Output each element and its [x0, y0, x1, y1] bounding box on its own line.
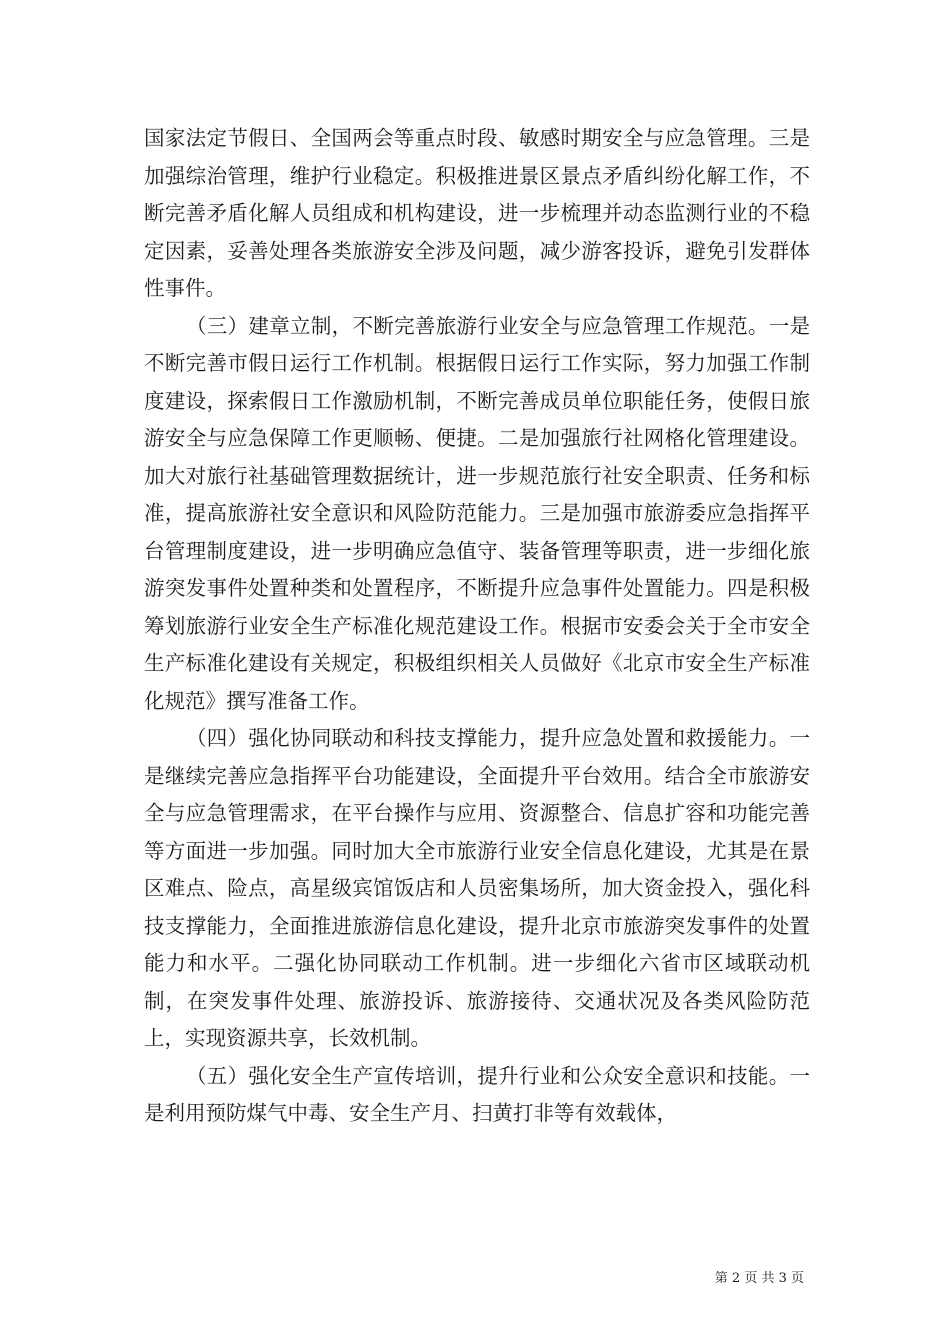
- document-body: [144, 120, 810, 1133]
- paragraph-continuation: 国家法定节假日、全国两会等重点时段、敏感时期安全与应急管理。三是加强综治管理，维护行业稳定。积极推进景区景点矛盾纠纷化解工作，不断完善矛盾化解人员组成和机构建设，进一步梳理并动态监测行业的不稳定因素，妥善处理各类旅游安全涉及问题，减少游客投诉，避免引发群体性事件。: [144, 126, 810, 300]
- paragraph-section-5: （五）强化安全生产宣传培训，提升行业和公众安全意识和技能。一是利用预防煤气中毒、安全生产月、扫黄打非等有效载体，: [144, 1063, 810, 1125]
- page-number-footer: 第 2 页 共 3 页: [714, 1271, 804, 1286]
- paragraph-section-3: （三）建章立制，不断完善旅游行业安全与应急管理工作规范。一是不断完善市假日运行工作机制。根据假日运行工作实际，努力加强工作制度建设，探索假日工作激励机制，不断完善成员单位职能任务，使假日旅游安全与应急保障工作更顺畅、便捷。二是加强旅行社网格化管理建设。加大对旅行社基础管理数据统计，进一步规范旅行社安全职责、任务和标准，提高旅游社安全意识和风险防范能力。三是加强市旅游委应急指挥平台管理制度建设，进一步明确应急值守、装备管理等职责，进一步细化旅游突发事件处置种类和处置程序，不断提升应急事件处置能力。四是积极筹划旅游行业安全生产标准化规范建设工作。根据市安委会关于全市安全生产标准化建设有关规定，积极组织相关人员做好《北京市安全生产标准化规范》撰写准备工作。: [144, 313, 810, 713]
- paragraph-section-4: （四）强化协同联动和科技支撑能力，提升应急处置和救援能力。一是继续完善应急指挥平台功能建设，全面提升平台效用。结合全市旅游安全与应急管理需求，在平台操作与应用、资源整合、信息扩容和功能完善等方面进一步加强。同时加大全市旅游行业安全信息化建设，尤其是在景区难点、险点，高星级宾馆饭店和人员密集场所，加大资金投入，强化科技支撑能力，全面推进旅游信息化建设，提升北京市旅游突发事件的处置能力和水平。二强化协同联动工作机制。进一步细化六省市区域联动机制，在突发事件处理、旅游投诉、旅游接待、交通状况及各类风险防范上，实现资源共享，长效机制。: [144, 726, 810, 1050]
